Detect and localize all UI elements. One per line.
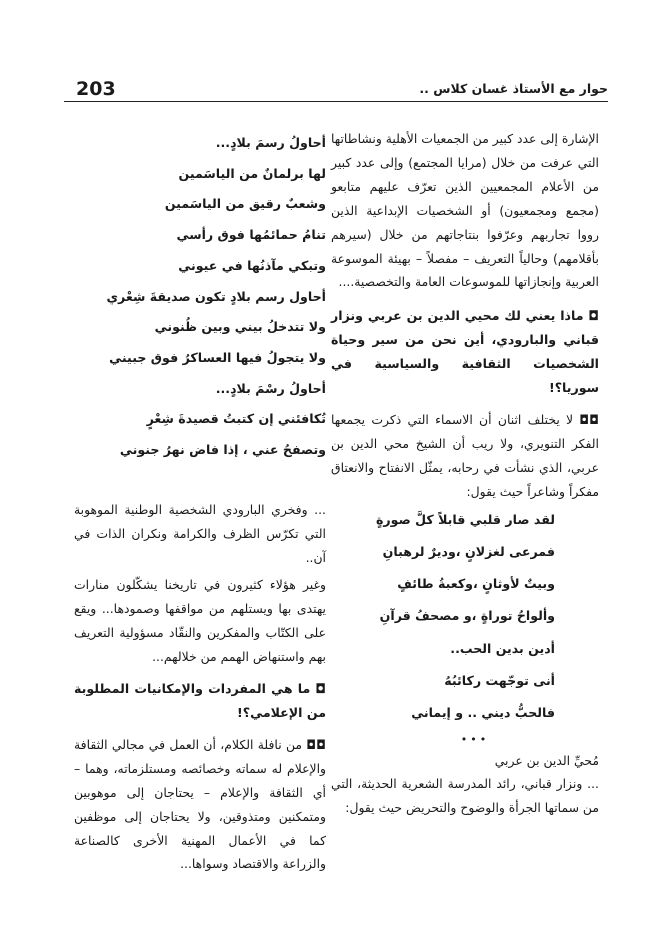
poem-line: وألواحُ توراةٍ ،و مصحفُ قرآنِ bbox=[379, 608, 555, 624]
left-column bbox=[74, 128, 326, 876]
paragraph: وغير هؤلاء كثيرون في تاريخنا يشكّلون منارات يهتدى بها ويستلهم من مواقفها وصمودها... ويقع على الكتّاب والمفكرين والنقّاد مسؤولية التعريف بهم واستنهاض الهمم من خلالهم... bbox=[74, 577, 326, 665]
poem-line: فالحبُّ ديني .. و إيماني bbox=[411, 705, 555, 721]
answer-paragraph: ◘◘ من نافلة الكلام، أن العمل في مجالي الثقافة والإعلام له سماته وخصائصه ومستلزماته، وهما – أي الثقافة والإعلام – يحتاجان إلى موهوبين ومتمكنين ومتذوقين، ولا يحتاجان إلى موظفين كما في الأعمال المهنية الأخرى كالصناعة والزراعة والاقتصاد وسواها... bbox=[74, 736, 326, 872]
answer-paragraph: ◘◘ لا يختلف اثنان أن الاسماء التي ذكرت يجمعها الفكر التنويري، ولا ريب أن الشيخ محي الدين بن عربي، الذي نشأت في رحابه، يمثّل الانفتاح والانعتاق مفكراً وشاعراً حيث يقول: bbox=[331, 411, 599, 499]
right-column bbox=[331, 127, 599, 819]
running-title: حوار مع الأستاذ غسان كلاس .. bbox=[419, 81, 608, 96]
poem-attribution: مُحيِّ الدين بن عربي bbox=[494, 752, 599, 768]
question-heading: ◘ ماذا يعني لك محيي الدين بن عربي ونزار قباني والبارودي، أين نحن من سير وحياة الشخصيات الثقافية والسياسية في سوريا؟! bbox=[331, 308, 599, 396]
poem-line: وشعبٌ رقيق من الياسَمين bbox=[164, 196, 326, 212]
poem-line: وتصفحُ عني ، إذا فاض نهرُ جنوني bbox=[119, 442, 326, 458]
poem-line: لقد صار قلبي قابلاً كلَّ صورةٍ bbox=[376, 511, 555, 527]
poem-line: أحاولُ رسمَ بلادٍ... bbox=[215, 135, 326, 150]
header-rule bbox=[64, 101, 608, 102]
separator-stars: ••• bbox=[460, 732, 490, 746]
paragraph: الإشارة إلى عدد كبير من الجمعيات الأهلية ونشاطاتها التي عرفت من خلال (مرايا المجتمع) وإلى عدد كبير من الأعلام المجمعيين الذين تعرّف عليهم متابعو (مجمع ومجمعيون) أو الشخصيات الإبداعية الذين رووا تجاربهم وعرّفوا بنتاجاتهم من خلال (سيرهم بأقلامهم) وحالياً التعريف – مفصلاً – بهيئة الموسوعة العربية وإنجازاتها للموسوعات العامة والتخصصية.... bbox=[331, 131, 599, 290]
poem-block bbox=[74, 128, 326, 466]
question-heading: ◘ ما هي المفردات والإمكانيات المطلوبة من الإعلامي؟! bbox=[74, 681, 326, 720]
poem-line: وتبكي مآذنُها في عيوني bbox=[178, 257, 326, 273]
paragraph: ... وفخري البارودي الشخصية الوطنية الموهوبة التي تكرّس الظرف والكرامة ونكران الذات في آن.. bbox=[74, 501, 326, 565]
poem-line: وبيتٌ لأوثانٍ ،وكعبةُ طائفٍ bbox=[397, 576, 555, 592]
poem-line: ولا تتدخلُ بيني وبين ظُنوني bbox=[154, 319, 326, 335]
poem-line: فمرعى لغزلانٍ ،وديرٌ لرهبانِ bbox=[382, 543, 555, 559]
poem-line: أحاولُ رسْمَ بلادٍ... bbox=[215, 380, 326, 396]
poem-line: أدين بدين الحب.. bbox=[450, 640, 555, 656]
poem-line: تُكافئني إن كتبتُ قصيدةَ شِعْرٍ bbox=[146, 411, 326, 427]
poem-line: أحاول رسم بلادٍ تكون صديقةَ شِعْري bbox=[106, 288, 326, 304]
poem-block bbox=[331, 504, 599, 730]
page-number: 203 bbox=[76, 78, 116, 100]
poem-line: تنامُ حمائمُها فوق رأسي bbox=[176, 227, 326, 243]
poem-line: أنى توجّهت ركائبُهُ bbox=[444, 673, 555, 689]
poem-line: ولا يتجولُ فيها العساكرُ فوق جبيني bbox=[109, 349, 326, 365]
poem-line: لها برلمانٌ من الياسَمين bbox=[178, 165, 326, 181]
page-header bbox=[64, 78, 608, 100]
paragraph: ... ونزار قباني، رائد المدرسة الشعرية الحديثة، التي من سماتها الجرأة والوضوح والتحريض حيث يقول: bbox=[331, 775, 599, 815]
